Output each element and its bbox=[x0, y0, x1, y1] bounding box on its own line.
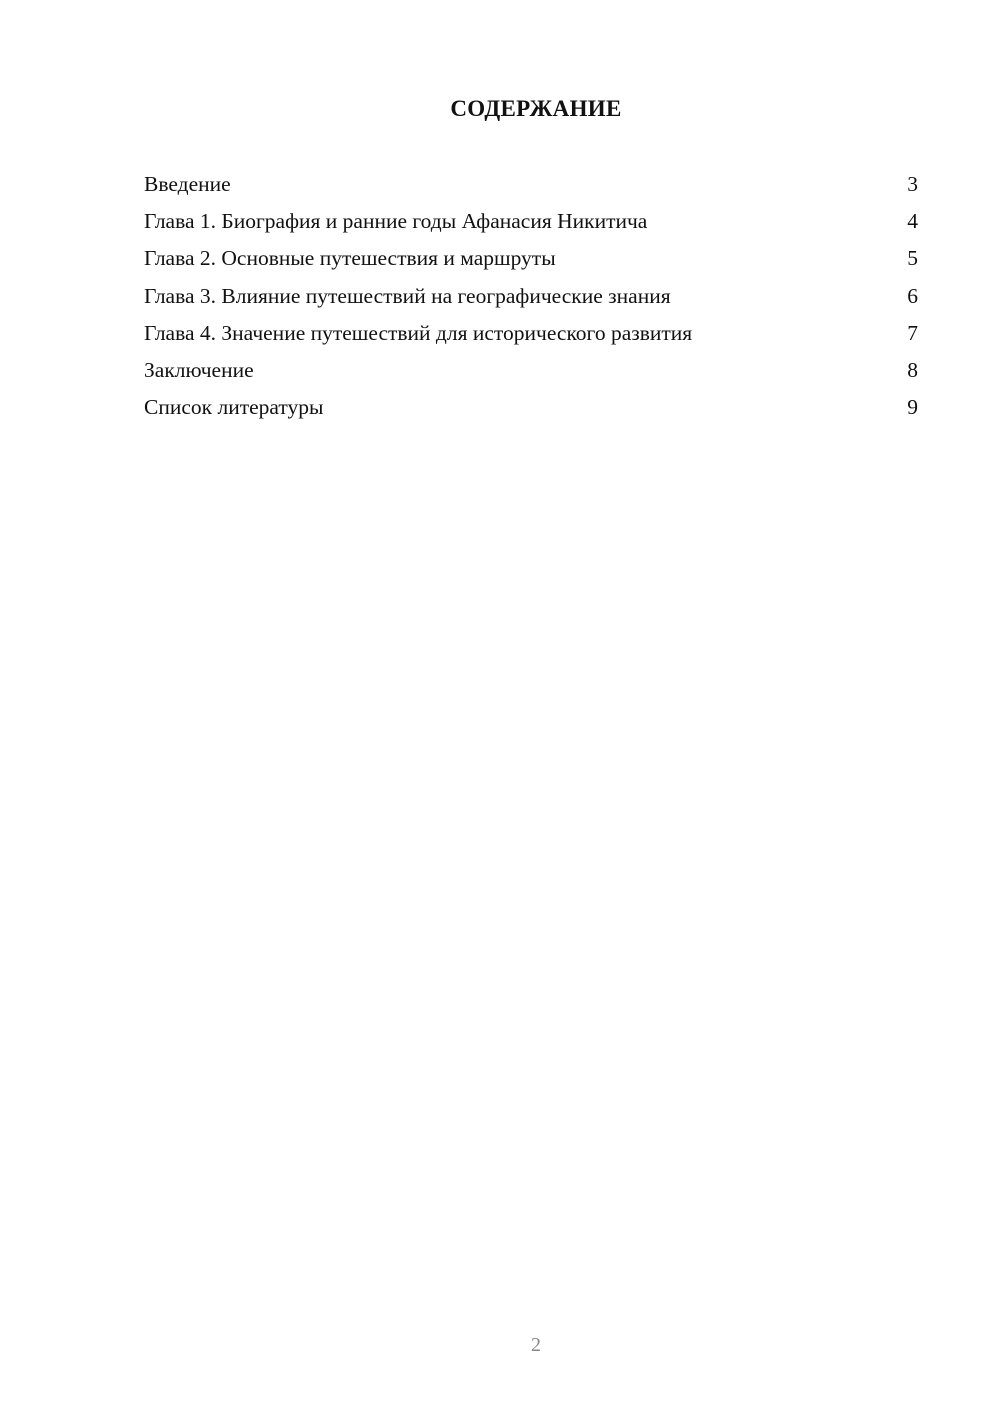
toc-entry-label: Глава 2. Основные путешествия и маршруты bbox=[144, 246, 556, 271]
toc-entry-label: Глава 3. Влияние путешествий на географические знания bbox=[144, 283, 671, 308]
toc-entry-label: Список литературы bbox=[144, 395, 324, 420]
toc-entry-introduction bbox=[144, 168, 918, 205]
toc-entry-page: 6 bbox=[907, 283, 918, 308]
toc-entry-label: Глава 1. Биография и ранние годы Афанасия Никитича bbox=[144, 209, 648, 234]
toc-entry-page: 8 bbox=[907, 357, 918, 382]
toc-entry-page: 4 bbox=[907, 209, 918, 234]
toc-entry-page: 9 bbox=[907, 395, 918, 420]
toc-entry-label: Глава 4. Значение путешествий для исторического развития bbox=[144, 320, 693, 345]
page-title: СОДЕРЖАНИЕ bbox=[450, 96, 622, 121]
toc-entry-label: Заключение bbox=[144, 357, 254, 382]
toc-entry-conclusion bbox=[144, 354, 918, 391]
toc-entry-page: 5 bbox=[907, 246, 918, 271]
page-number: 2 bbox=[531, 1334, 541, 1356]
toc-entry-references bbox=[144, 391, 918, 428]
toc-entry-page: 7 bbox=[907, 320, 918, 345]
table-of-contents bbox=[144, 168, 918, 428]
toc-entry-label: Введение bbox=[144, 172, 231, 196]
toc-entry-page: 3 bbox=[907, 172, 918, 196]
toc-entry-chapter-1 bbox=[144, 205, 918, 242]
toc-entry-chapter-4 bbox=[144, 317, 918, 354]
toc-entry-chapter-3 bbox=[144, 280, 918, 317]
toc-entry-chapter-2 bbox=[144, 242, 918, 279]
